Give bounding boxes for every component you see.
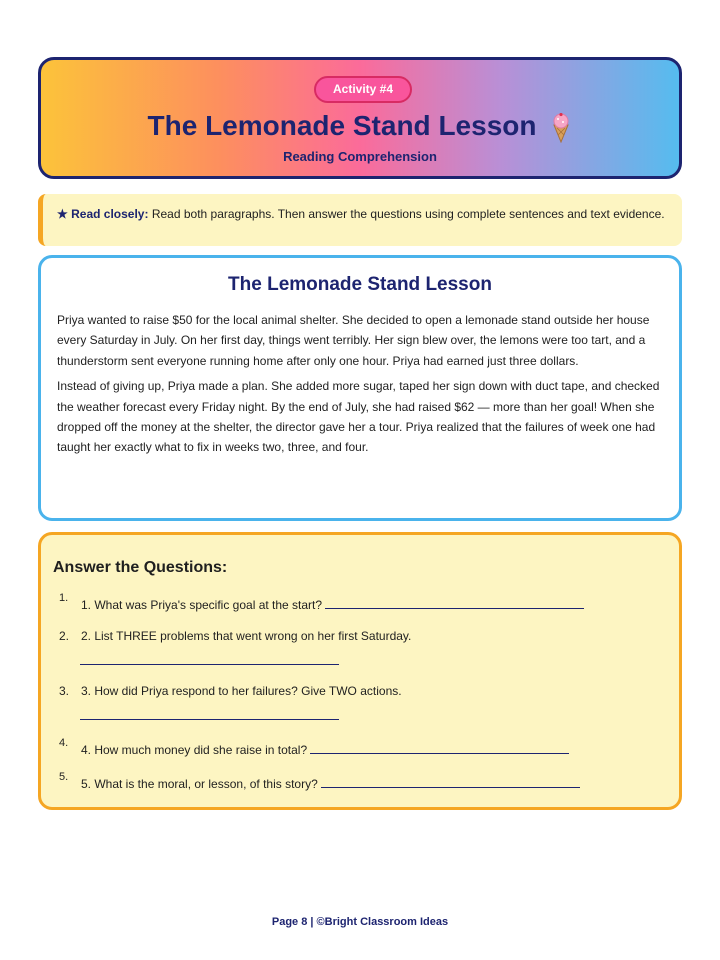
ice-cream-icon	[550, 113, 572, 143]
question-number: 4.	[59, 737, 69, 749]
title-row	[41, 107, 679, 145]
passage-title: The Lemonade Stand Lesson	[228, 274, 492, 295]
question-number: 3.	[59, 684, 70, 698]
question-number: 1.	[59, 592, 69, 604]
answer-line[interactable]	[310, 742, 569, 754]
questions-heading: Answer the Questions:	[53, 559, 228, 576]
instructions-callout	[38, 194, 682, 246]
question-number: 2.	[59, 629, 70, 643]
passage-paragraph-1: Priya wanted to raise $50 for the local animal shelter. She decided to open a lemonade stand outside her house every Saturday in July. On her first day, things went terribly. Her sign blew over, the lemons were too tart, and a thunderstorm sent everyone running home after only one hour. Priya had earned just three dollars.	[57, 313, 650, 368]
question-text: 3. How did Priya respond to her failures? Give TWO actions.	[81, 684, 402, 698]
question-text: 2. List THREE problems that went wrong on her first Saturday.	[81, 629, 412, 643]
question-number: 5.	[59, 771, 69, 783]
page-title: The Lemonade Stand Lesson	[147, 110, 537, 141]
answer-line[interactable]	[321, 776, 580, 788]
question-2	[59, 629, 411, 643]
answer-line[interactable]	[325, 597, 584, 609]
activity-badge: Activity #4	[314, 76, 412, 103]
answer-line[interactable]	[80, 664, 339, 665]
question-5	[59, 771, 580, 791]
question-text: 1. What was Priya's specific goal at the start?	[81, 598, 323, 612]
passage-paragraph-2: Instead of giving up, Priya made a plan. She added more sugar, taped her sign down with duct tape, and checked the weather forecast every Friday night. By the end of July, she had raised $62 — more than her goal! When she dropped off the money at the shelter, the director gave her a tour. Priya realized that the failures of week one had taught her exactly what to fix in weeks two, three, and four.	[57, 379, 660, 455]
page-subtitle: Reading Comprehension	[283, 149, 437, 164]
question-1	[59, 592, 584, 612]
question-4	[59, 737, 569, 757]
instructions-lead: Read closely:	[71, 207, 149, 221]
question-text: 5. What is the moral, or lesson, of this story?	[81, 777, 318, 791]
title-banner	[38, 57, 682, 179]
star-icon: ★	[57, 207, 68, 221]
question-3	[59, 684, 402, 698]
questions-section	[38, 532, 682, 810]
page-footer: Page 8 | ©Bright Classroom Ideas	[271, 916, 449, 928]
answer-line[interactable]	[80, 719, 339, 720]
question-text: 4. How much money did she raise in total?	[81, 743, 308, 757]
instructions-text: Read both paragraphs. Then answer the questions using complete sentences and text evidence.	[148, 207, 665, 221]
reading-passage	[38, 255, 682, 521]
